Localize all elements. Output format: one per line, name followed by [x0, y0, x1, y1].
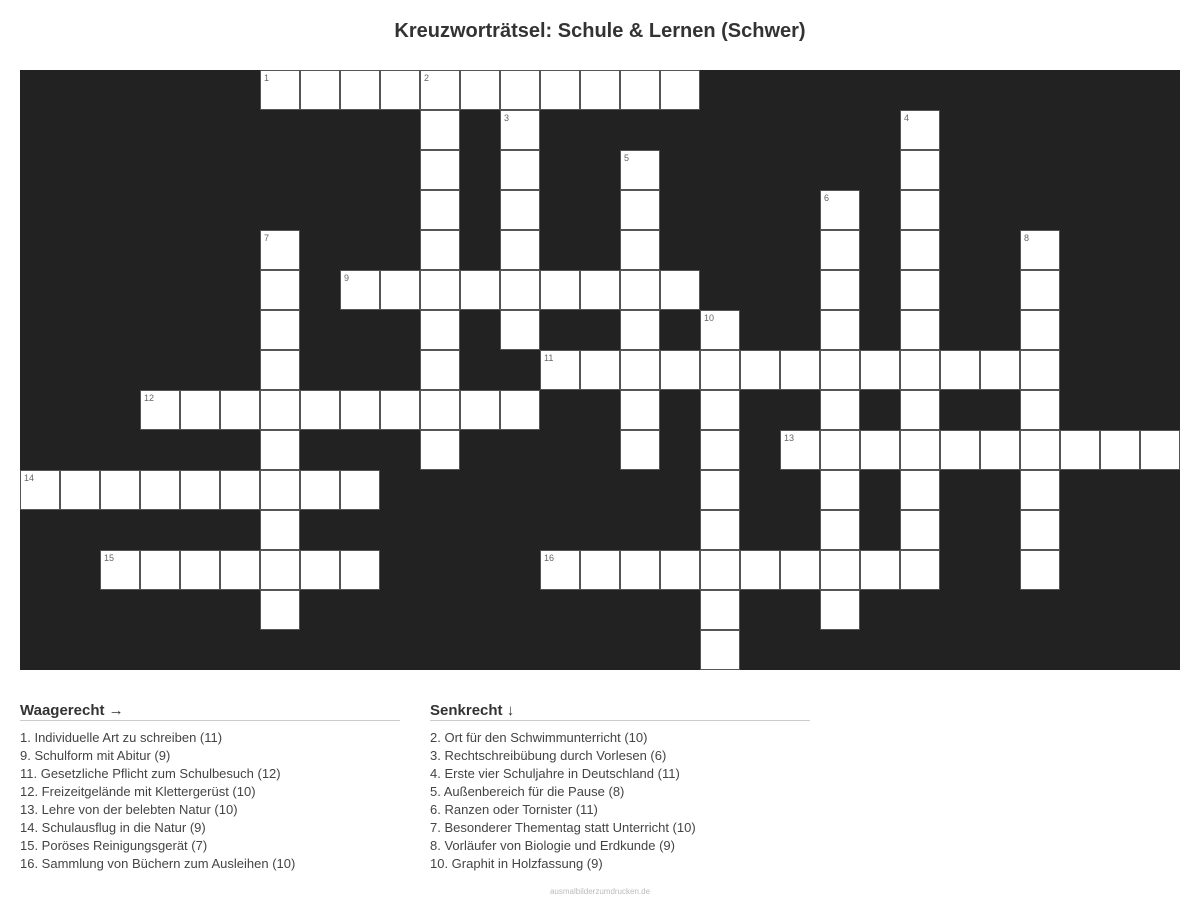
grid-cell[interactable]	[180, 390, 220, 430]
grid-cell[interactable]	[820, 390, 860, 430]
grid-cell[interactable]	[260, 350, 300, 390]
grid-cell[interactable]	[900, 390, 940, 430]
grid-cell[interactable]	[940, 350, 980, 390]
clue-down-5: 5. Außenbereich für die Pause (8)	[430, 784, 625, 799]
grid-cell[interactable]	[180, 470, 220, 510]
grid-cell[interactable]	[340, 550, 380, 590]
grid-cell[interactable]	[140, 470, 180, 510]
grid-cell[interactable]	[740, 350, 780, 390]
grid-cell[interactable]	[220, 470, 260, 510]
grid-cell[interactable]	[420, 230, 460, 270]
grid-cell[interactable]	[260, 510, 300, 550]
grid-cell[interactable]	[460, 270, 500, 310]
grid-cell[interactable]	[660, 550, 700, 590]
grid-cell[interactable]	[140, 390, 180, 430]
clue-down-10: 10. Graphit in Holzfassung (9)	[430, 856, 603, 871]
grid-cell[interactable]	[900, 190, 940, 230]
grid-cell[interactable]	[260, 430, 300, 470]
grid-cell[interactable]	[820, 470, 860, 510]
grid-cell[interactable]	[260, 470, 300, 510]
grid-cell[interactable]	[620, 190, 660, 230]
grid-cell[interactable]	[900, 110, 940, 150]
clue-down-3: 3. Rechtschreibübung durch Vorlesen (6)	[430, 748, 667, 763]
clue-number: 11	[544, 353, 554, 363]
grid-cell[interactable]	[260, 230, 300, 270]
grid-cell[interactable]	[100, 550, 140, 590]
grid-cell[interactable]	[820, 510, 860, 550]
clue-number: 16	[544, 553, 555, 563]
grid-cell[interactable]	[340, 470, 380, 510]
grid-cell[interactable]	[620, 430, 660, 470]
grid-cell[interactable]	[660, 350, 700, 390]
grid-cell[interactable]	[700, 310, 740, 350]
grid-cell[interactable]	[380, 70, 420, 110]
grid-cell[interactable]	[580, 270, 620, 310]
grid-cell[interactable]	[540, 70, 580, 110]
grid-cell[interactable]	[1020, 470, 1060, 510]
grid-cell[interactable]	[940, 430, 980, 470]
grid-cell[interactable]	[340, 270, 380, 310]
clue-down-7: 7. Besonderer Thementag statt Unterricht (10)	[430, 820, 696, 835]
grid-cell[interactable]	[300, 70, 340, 110]
grid-cell[interactable]	[500, 150, 540, 190]
grid-cell[interactable]	[500, 230, 540, 270]
grid-cell[interactable]	[860, 430, 900, 470]
clue-across-11: 11. Gesetzliche Pflicht zum Schulbesuch (12)	[20, 766, 281, 781]
clue-across-12: 12. Freizeitgelände mit Klettergerüst (10)	[20, 784, 256, 799]
grid-cell[interactable]	[420, 110, 460, 150]
across-clues-section	[20, 702, 400, 873]
grid-cell[interactable]	[540, 270, 580, 310]
grid-cell[interactable]	[100, 470, 140, 510]
clue-number: 13	[784, 433, 795, 443]
grid-cell[interactable]	[1020, 390, 1060, 430]
grid-cell[interactable]	[220, 390, 260, 430]
grid-cell[interactable]	[500, 190, 540, 230]
grid-cell[interactable]	[300, 470, 340, 510]
grid-cell[interactable]	[860, 550, 900, 590]
grid-cell[interactable]	[620, 270, 660, 310]
down-clues-section	[430, 702, 810, 873]
crossword-grid	[20, 70, 1180, 670]
clue-across-14: 14. Schulausflug in die Natur (9)	[20, 820, 206, 835]
clue-number: 12	[144, 393, 155, 403]
grid-cell[interactable]	[900, 510, 940, 550]
grid-cell[interactable]	[820, 310, 860, 350]
clue-down-6: 6. Ranzen oder Tornister (11)	[430, 802, 598, 817]
grid-cell[interactable]	[660, 270, 700, 310]
grid-cell[interactable]	[380, 270, 420, 310]
grid-cell[interactable]	[1020, 270, 1060, 310]
clue-across-13: 13. Lehre von der belebten Natur (10)	[20, 802, 238, 817]
grid-cell[interactable]	[700, 430, 740, 470]
grid-cell[interactable]	[580, 70, 620, 110]
grid-cell[interactable]	[580, 350, 620, 390]
grid-cell[interactable]	[620, 70, 660, 110]
grid-cell[interactable]	[980, 430, 1020, 470]
grid-cell[interactable]	[660, 70, 700, 110]
grid-cell[interactable]	[900, 150, 940, 190]
grid-cell[interactable]	[500, 270, 540, 310]
grid-cell[interactable]	[420, 350, 460, 390]
grid-cell[interactable]	[780, 430, 820, 470]
grid-cell[interactable]	[460, 70, 500, 110]
clue-number: 4	[904, 113, 910, 123]
grid-cell[interactable]	[580, 550, 620, 590]
clue-number: 9	[344, 273, 350, 283]
clue-number: 7	[264, 233, 270, 243]
grid-cell[interactable]	[740, 550, 780, 590]
grid-cell[interactable]	[1140, 430, 1180, 470]
grid-cell[interactable]	[780, 350, 820, 390]
page-title: Kreuzworträtsel: Schule & Lernen (Schwer)	[394, 20, 806, 42]
grid-cell[interactable]	[1020, 310, 1060, 350]
grid-cell[interactable]	[620, 150, 660, 190]
grid-cell[interactable]	[260, 270, 300, 310]
grid-cell[interactable]	[620, 350, 660, 390]
grid-cell[interactable]	[540, 550, 580, 590]
grid-cell[interactable]	[620, 310, 660, 350]
grid-cell[interactable]	[260, 70, 300, 110]
grid-cell[interactable]	[260, 390, 300, 430]
grid-cell[interactable]	[420, 150, 460, 190]
grid-cell[interactable]	[1100, 430, 1140, 470]
clue-across-1: 1. Individuelle Art zu schreiben (11)	[20, 730, 223, 745]
grid-cell[interactable]	[780, 550, 820, 590]
grid-cell[interactable]	[700, 390, 740, 430]
grid-cell[interactable]	[860, 350, 900, 390]
grid-cell[interactable]	[420, 70, 460, 110]
grid-cell[interactable]	[700, 470, 740, 510]
grid-cell[interactable]	[700, 550, 740, 590]
clue-number: 6	[824, 193, 830, 203]
grid-cell[interactable]	[420, 270, 460, 310]
clue-down-2: 2. Ort für den Schwimmunterricht (10)	[430, 730, 648, 745]
grid-cell[interactable]	[700, 630, 740, 670]
clue-number: 10	[704, 313, 715, 323]
grid-cell[interactable]	[420, 390, 460, 430]
grid-cell[interactable]	[620, 550, 660, 590]
grid-cell[interactable]	[300, 390, 340, 430]
grid-cell[interactable]	[20, 470, 60, 510]
grid-cell[interactable]	[60, 470, 100, 510]
grid-cell[interactable]	[900, 350, 940, 390]
grid-cell[interactable]	[900, 270, 940, 310]
grid-cell[interactable]	[420, 310, 460, 350]
grid-cell[interactable]	[1020, 430, 1060, 470]
grid-cell[interactable]	[900, 310, 940, 350]
grid-cell[interactable]	[1020, 350, 1060, 390]
grid-cell[interactable]	[980, 350, 1020, 390]
grid-cell[interactable]	[420, 190, 460, 230]
clue-across-15: 15. Poröses Reinigungsgerät (7)	[20, 838, 208, 853]
grid-cell[interactable]	[500, 390, 540, 430]
clue-number: 2	[424, 73, 430, 83]
grid-cell[interactable]	[260, 550, 300, 590]
grid-cell[interactable]	[900, 430, 940, 470]
grid-cell[interactable]	[500, 110, 540, 150]
grid-cell[interactable]	[500, 310, 540, 350]
grid-cell[interactable]	[820, 190, 860, 230]
across-heading: Waagerecht →	[20, 702, 400, 721]
grid-cell[interactable]	[820, 270, 860, 310]
clue-number: 1	[264, 73, 270, 83]
clue-number: 5	[624, 153, 630, 163]
grid-cell[interactable]	[1060, 430, 1100, 470]
grid-cell[interactable]	[700, 350, 740, 390]
grid-cell[interactable]	[340, 70, 380, 110]
grid-cell[interactable]	[340, 390, 380, 430]
grid-cell[interactable]	[700, 510, 740, 550]
grid-cell[interactable]	[540, 350, 580, 390]
clue-number: 8	[1024, 233, 1030, 243]
grid-cell[interactable]	[620, 230, 660, 270]
grid-cell[interactable]	[380, 390, 420, 430]
grid-cell[interactable]	[220, 550, 260, 590]
grid-cell[interactable]	[820, 590, 860, 630]
clue-number: 3	[504, 113, 510, 123]
clue-across-9: 9. Schulform mit Abitur (9)	[20, 748, 171, 763]
grid-cell[interactable]	[820, 550, 860, 590]
grid-cell[interactable]	[300, 550, 340, 590]
down-heading: Senkrecht ↓	[430, 702, 810, 721]
grid-cell[interactable]	[700, 590, 740, 630]
grid-cell[interactable]	[820, 350, 860, 390]
grid-cell[interactable]	[820, 430, 860, 470]
grid-cell[interactable]	[820, 230, 860, 270]
grid-cell[interactable]	[420, 430, 460, 470]
grid-cell[interactable]	[500, 70, 540, 110]
clue-across-16: 16. Sammlung von Büchern zum Ausleihen (10)	[20, 856, 296, 871]
clue-number: 15	[104, 553, 115, 563]
clue-down-8: 8. Vorläufer von Biologie und Erdkunde (9)	[430, 838, 675, 853]
footer-credit: ausmalbilderzumdrucken.de	[549, 887, 651, 896]
grid-cell[interactable]	[900, 230, 940, 270]
clue-down-4: 4. Erste vier Schuljahre in Deutschland (11)	[430, 766, 680, 781]
grid-cell[interactable]	[1020, 550, 1060, 590]
grid-cell[interactable]	[260, 590, 300, 630]
grid-cell[interactable]	[460, 390, 500, 430]
grid-cell[interactable]	[1020, 230, 1060, 270]
grid-cell[interactable]	[180, 550, 220, 590]
clue-number: 14	[24, 473, 35, 483]
grid-cell[interactable]	[620, 390, 660, 430]
grid-cell[interactable]	[1020, 510, 1060, 550]
grid-cell[interactable]	[260, 310, 300, 350]
grid-cell[interactable]	[900, 470, 940, 510]
grid-cell[interactable]	[140, 550, 180, 590]
grid-cell[interactable]	[900, 550, 940, 590]
